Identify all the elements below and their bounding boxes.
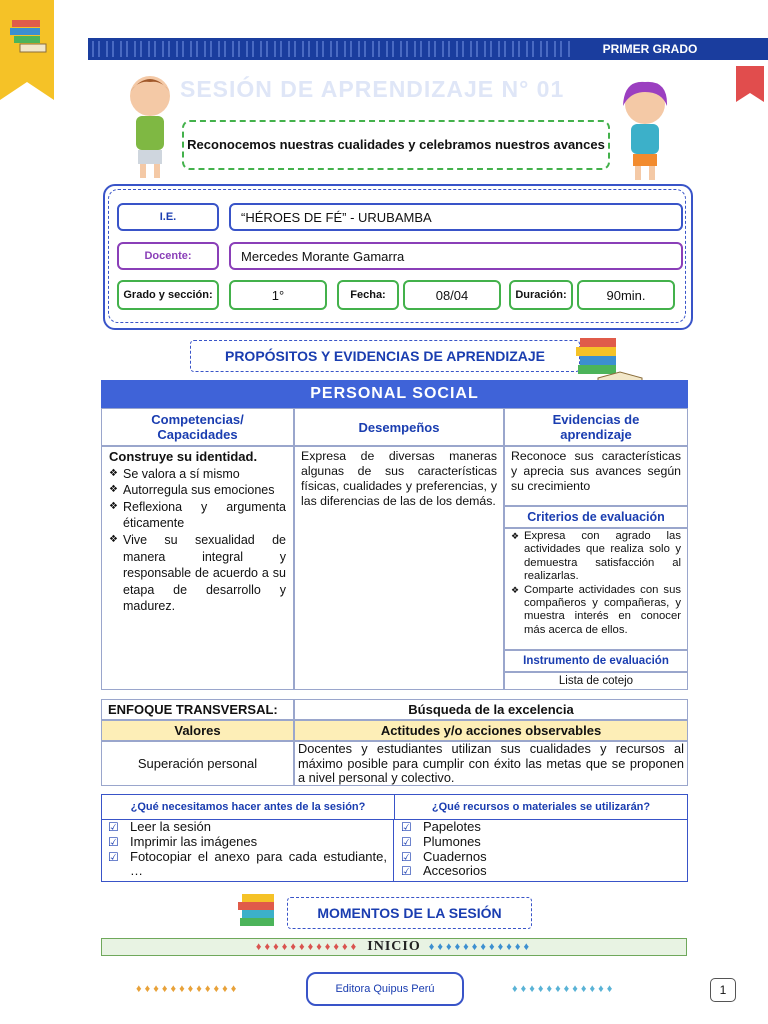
purposes-heading: PROPÓSITOS Y EVIDENCIAS DE APRENDIZAJE (190, 340, 580, 372)
evidencia-text: Reconoce sus características y aprecia sus avances según su crecimiento (511, 449, 681, 493)
material-item: ☑ Cuadernos (395, 850, 687, 865)
capacidades-list (109, 466, 286, 615)
enfoque-label: ENFOQUE TRANSVERSAL: (101, 699, 294, 720)
material-item: ☑ Accesorios (395, 864, 687, 879)
enfoque-value: Búsqueda de la excelencia (294, 699, 688, 720)
criterio-item: ❖ Expresa con agrado las actividades que realiza solo y demuestra satisfacción al realizarlas. (511, 530, 681, 584)
docente-label: Docente: (117, 242, 219, 270)
before-item: ☑ Imprimir las imágenes (102, 835, 387, 850)
capacidad-item: ❖ Autorregula sus emociones (109, 482, 286, 499)
page-number: 1 (710, 978, 736, 1002)
evidencia-cell (504, 446, 688, 506)
inicio-bar (101, 938, 687, 956)
capacidad-item: ❖ Reflexiona y argumenta éticamente (109, 499, 286, 532)
publisher-badge: Editora Quipus Perú (306, 972, 464, 1006)
instrumento-value: Lista de cotejo (504, 672, 688, 690)
session-topic: Reconocemos nuestras cualidades y celebramos nuestros avances (182, 120, 610, 170)
criterios-header: Criterios de evaluación (504, 506, 688, 528)
actitud-cell (294, 741, 688, 786)
duracion-value: 90min. (577, 280, 675, 310)
capacidad-item: ❖ Se valora a sí mismo (109, 466, 286, 483)
col-header-competencias: Competencias/ Capacidades (101, 408, 294, 446)
books-icon (236, 890, 288, 932)
before-item: ☑ Fotocopiar el anexo para cada estudiante, … (102, 850, 387, 880)
prep-before-cell (102, 820, 394, 881)
desempeno-text: Expresa de diversas maneras algunas de sus características físicas, cualidades y preferencias, y las diferencias de las de los demás. (301, 449, 497, 508)
ie-value: “HÉROES DE FÉ” - URUBAMBA (229, 203, 683, 231)
valor-cell: Superación personal (101, 741, 294, 786)
instrumento-header: Instrumento de evaluación (504, 650, 688, 672)
grado-value: 1° (229, 280, 327, 310)
decorative-dots: ♦♦♦♦♦♦♦♦♦♦♦♦ (428, 941, 533, 953)
capacidad-item: ❖ Vive su sexualidad de manera integral y responsable de acuerdo a su etapa de desarrollo y madurez. (109, 532, 286, 615)
prep-question-before: ¿Qué necesitamos hacer antes de la sesión? (102, 795, 395, 820)
decorative-dots: ♦♦♦♦♦♦♦♦♦♦♦♦ (255, 941, 360, 953)
desempenos-cell (294, 446, 504, 690)
before-item: ☑ Leer la sesión (102, 820, 387, 835)
actitudes-header: Actitudes y/o acciones observables (294, 720, 688, 741)
competencias-cell (101, 446, 294, 690)
boy-illustration (122, 72, 178, 182)
actitud-text: Docentes y estudiantes utilizan sus cualidades y recursos al máximo posible para cumplir con éxito las metas que se proponen a nivel personal y colectivo. (298, 741, 684, 785)
prep-materials-cell (395, 820, 687, 881)
decorative-dots: ♦♦♦♦♦♦♦♦♦♦♦♦ (512, 983, 616, 995)
area-title: PERSONAL SOCIAL (101, 380, 688, 408)
material-item: ☑ Papelotes (395, 820, 687, 835)
greek-key-pattern (92, 41, 572, 57)
docente-value: Mercedes Morante Gamarra (229, 242, 683, 270)
bookmark-icon (736, 66, 764, 102)
valores-header: Valores (101, 720, 294, 741)
criterios-cell (504, 528, 688, 650)
girl-illustration (614, 80, 676, 184)
fecha-value: 08/04 (403, 280, 501, 310)
materials-list (395, 820, 687, 879)
criterio-item: ❖ Comparte actividades con sus compañeros y compañeras, y muestra interés en conocer más acerca de ellos. (511, 584, 681, 638)
before-list (102, 820, 387, 879)
fecha-label: Fecha: (337, 280, 399, 310)
grade-tag: PRIMER GRADO (602, 42, 698, 56)
grado-label: Grado y sección: (117, 280, 219, 310)
duracion-label: Duración: (509, 280, 573, 310)
session-title: SESIÓN DE APRENDIZAJE N° 01 (180, 76, 565, 102)
criterios-list (511, 530, 681, 637)
col-header-desempenos: Desempeños (294, 408, 504, 446)
books-icon (8, 14, 48, 54)
ie-label: I.E. (117, 203, 219, 231)
material-item: ☑ Plumones (395, 835, 687, 850)
decorative-dots: ♦♦♦♦♦♦♦♦♦♦♦♦ (136, 983, 240, 995)
col-header-evidencias: Evidencias de aprendizaje (504, 408, 688, 446)
moments-heading: MOMENTOS DE LA SESIÓN (287, 897, 532, 929)
competencia-title: Construye su identidad. (109, 449, 258, 464)
inicio-label: INICIO (367, 939, 421, 954)
prep-question-materials: ¿Qué recursos o materiales se utilizarán? (395, 795, 687, 820)
